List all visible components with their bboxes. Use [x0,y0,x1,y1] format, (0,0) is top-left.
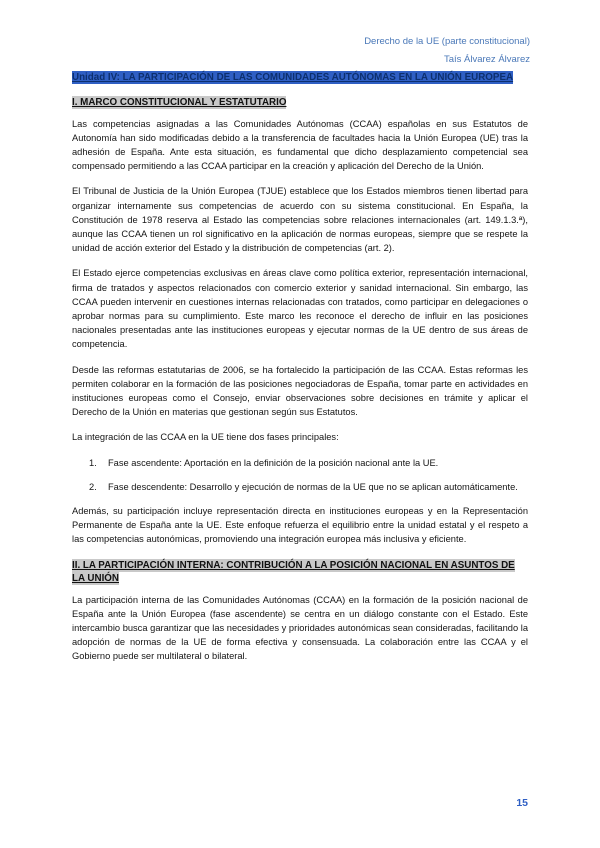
section-1-paragraph-1: Las competencias asignadas a las Comunidades Autónomas (CCAA) españolas en sus Estatutos de Autonomía han sido modificadas debido a la transferencia de facultades hacia la Unión Europea (UE) tras la adhesión de España. Ante esta situación, es fundamental que dicho desplazamiento competencial sea compensado permitiendo a las CCAA participar en la creación y aplicación del Derecho de la Unión. [72,118,528,172]
section-2-paragraph-1: La participación interna de las Comunidades Autónomas (CCAA) en la formación de la posición nacional de España ante la Unión Europea (fase ascendente) se centra en un diálogo constante con el Estado. Este intercambio busca garantizar que las necesidades y prioridades autonómicas sean consideradas, facilitando la adopción de normas de la UE de forma efectiva y consensuada. La colaboración entre las CCAA y el Gobierno puede ser multilateral o bilateral. [72,594,528,662]
phases-list [72,456,528,494]
section-1-paragraph-3: El Estado ejerce competencias exclusivas en áreas clave como política exterior, representación internacional, firma de tratados y aspectos relacionados con comercio exterior y sanidad internacional. Sin embargo, las CCAA pueden intervenir en cuestiones internas relacionadas con tratados, como participar en delegaciones o aprobar normas para su cumplimiento. Este marco les reconoce el derecho de influir en las posiciones nacionales presentadas ante las instituciones europeas y ejecutar normas de la UE dentro de sus áreas de competencia. [72,268,528,350]
page-number: 15 [516,797,528,809]
list-item [72,480,528,494]
list-item-text: Fase ascendente: Aportación en la definición de la posición nacional ante la UE. [108,457,439,468]
header-course-title: Derecho de la UE (parte constitucional) [364,36,530,47]
document-body [72,71,528,675]
section-2-title [72,559,528,586]
section-1-title [72,96,528,110]
header-author: Taís Álvarez Álvarez [443,54,530,65]
unit-title-text: Unidad IV: LA PARTICIPACIÓN DE LAS COMUNIDADES AUTÓNOMAS EN LA UNIÓN EUROPEA [72,72,514,83]
section-1-title-text: I. MARCO CONSTITUCIONAL Y ESTATUTARIO [72,97,287,108]
section-2-title-text: II. LA PARTICIPACIÓN INTERNA: CONTRIBUCIÓN A LA POSICIÓN NACIONAL EN ASUNTOS DE LA UNIÓN [72,559,515,585]
section-1-paragraph-5: La integración de las CCAA en la UE tiene dos fases principales: [72,432,339,443]
list-item-number: 1. [89,457,97,468]
section-1-closing-paragraph: Además, su participación incluye representación directa en instituciones europeas y en la Representación Permanente de España ante la UE. Este enfoque refuerza el equilibrio entre la unidad estatal y el respeto a las competencias autonómicas, promoviendo una integración europea más inclusiva y eficiente. [72,505,528,545]
list-item [72,456,528,470]
unit-title [72,71,528,84]
list-item-text: Fase descendente: Desarrollo y ejecución de normas de la UE que no se aplican automáticamente. [108,481,518,492]
list-item-number: 2. [89,481,97,492]
section-1-paragraph-4: Desde las reformas estatutarias de 2006, se ha fortalecido la participación de las CCAA. Estas reformas les permiten colaborar en la formación de las posiciones negociadoras de España, tomar parte en actividades en instituciones europeas como el Consejo, enviar observaciones sobre decisiones en trámite y aplicar el Derecho de la Unión en materias que gestionan según sus Estatutos. [72,364,528,418]
section-1-paragraph-2: El Tribunal de Justicia de la Unión Europea (TJUE) establece que los Estados miembros tienen libertad para organizar internamente sus competencias de acuerdo con su sistema constitucional. En España, la Constitución de 1978 reserva al Estado las competencias sobre relaciones internacionales (art. 149.1.3.ª), aunque las CCAA tienen un rol significativo en la aplicación de normas europeas, siempre que se respete la unidad de acción exterior del Estado y la distribución de competencias (art. 2). [72,186,528,254]
